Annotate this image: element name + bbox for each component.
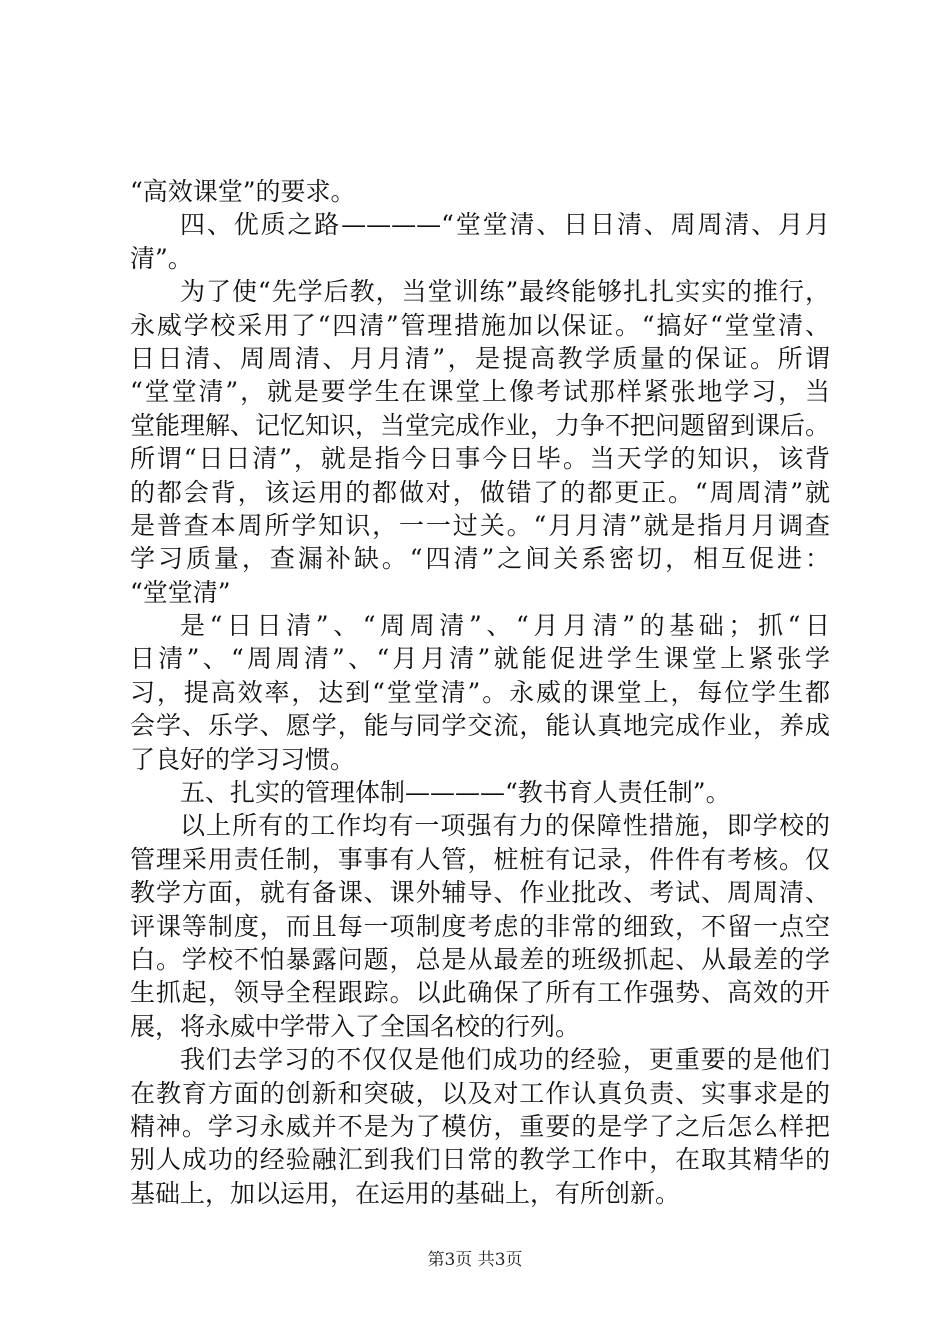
text-line: 我们去学习的不仅仅是他们成功的经验，更重要的是他们 [180, 1045, 830, 1075]
text-line: 所谓“日日清”，就是指今日事今日毕。当天学的知识，该背 [130, 444, 830, 474]
text-line: 展，将永威中学带入了全国名校的行列。 [130, 1011, 581, 1041]
text-line: 是“日日清”、“周周清”、“月月清”的基础；抓“日 [180, 611, 830, 641]
text-line: 习，提高效率，达到“堂堂清”。永威的课堂上，每位学生都 [130, 677, 830, 707]
text-line: 是普查本周所学知识，一一过关。“月月清”就是指月月调查 [130, 510, 830, 540]
text-line: 四、优质之路————“堂堂清、日日清、周周清、月月 [180, 210, 830, 240]
text-line: 在教育方面的创新和突破，以及对工作认真负责、实事求是的 [130, 1078, 830, 1108]
text-line: 白。学校不怕暴露问题，总是从最差的班级抓起、从最差的学 [130, 944, 830, 974]
text-line: 的都会背，该运用的都做对，做错了的都更正。“周周清”就 [130, 477, 830, 507]
text-line: 日清”、“周周清”、“月月清”就能促进学生课堂上紧张学 [130, 644, 830, 674]
text-line: “堂堂清” [130, 577, 231, 607]
text-line: 管理采用责任制，事事有人管，桩桩有记录，件件有考核。仅 [130, 844, 830, 874]
text-line: 教学方面，就有备课、课外辅导、作业批改、考试、周周清、 [130, 878, 830, 908]
text-line: 精神。学习永威并不是为了模仿，重要的是学了之后怎么样把 [130, 1111, 830, 1141]
text-line: 清”。 [130, 243, 193, 273]
text-line: 为了使“先学后教，当堂训练”最终能够扎扎实实的推行， [180, 277, 830, 307]
text-line: “高效课堂”的要求。 [130, 177, 356, 206]
text-line: 学习质量，查漏补缺。“四清”之间关系密切，相互促进： [130, 544, 830, 574]
page-footer: 第3页 共3页 [427, 1250, 523, 1270]
text-line: 基础上，加以运用，在运用的基础上，有所创新。 [130, 1178, 681, 1208]
document-body [130, 175, 830, 1210]
text-line: 评课等制度，而且每一项制度考虑的非常的细致，不留一点空 [130, 911, 830, 941]
text-line: 以上所有的工作均有一项强有力的保障性措施，即学校的 [180, 811, 830, 841]
text-line: 五、扎实的管理体制————“教书育人责任制”。 [180, 778, 731, 808]
text-line: 别人成功的经验融汇到我们日常的教学工作中，在取其精华的 [130, 1145, 830, 1175]
text-line: 堂能理解、记忆知识，当堂完成作业，力争不把问题留到课后。 [130, 410, 831, 440]
text-line: 永威学校采用了“四清”管理措施加以保证。“搞好“堂堂清、 [130, 310, 830, 340]
text-line: 生抓起，领导全程跟踪。以此确保了所有工作强势、高效的开 [130, 978, 830, 1008]
text-line: “堂堂清”，就是要学生在课堂上像考试那样紧张地学习，当 [130, 377, 830, 407]
text-line: 日日清、周周清、月月清”，是提高教学质量的保证。所谓 [130, 343, 830, 373]
text-line: 会学、乐学、愿学，能与同学交流，能认真地完成作业，养成 [130, 711, 830, 741]
text-line: 了良好的学习习惯。 [130, 744, 356, 774]
